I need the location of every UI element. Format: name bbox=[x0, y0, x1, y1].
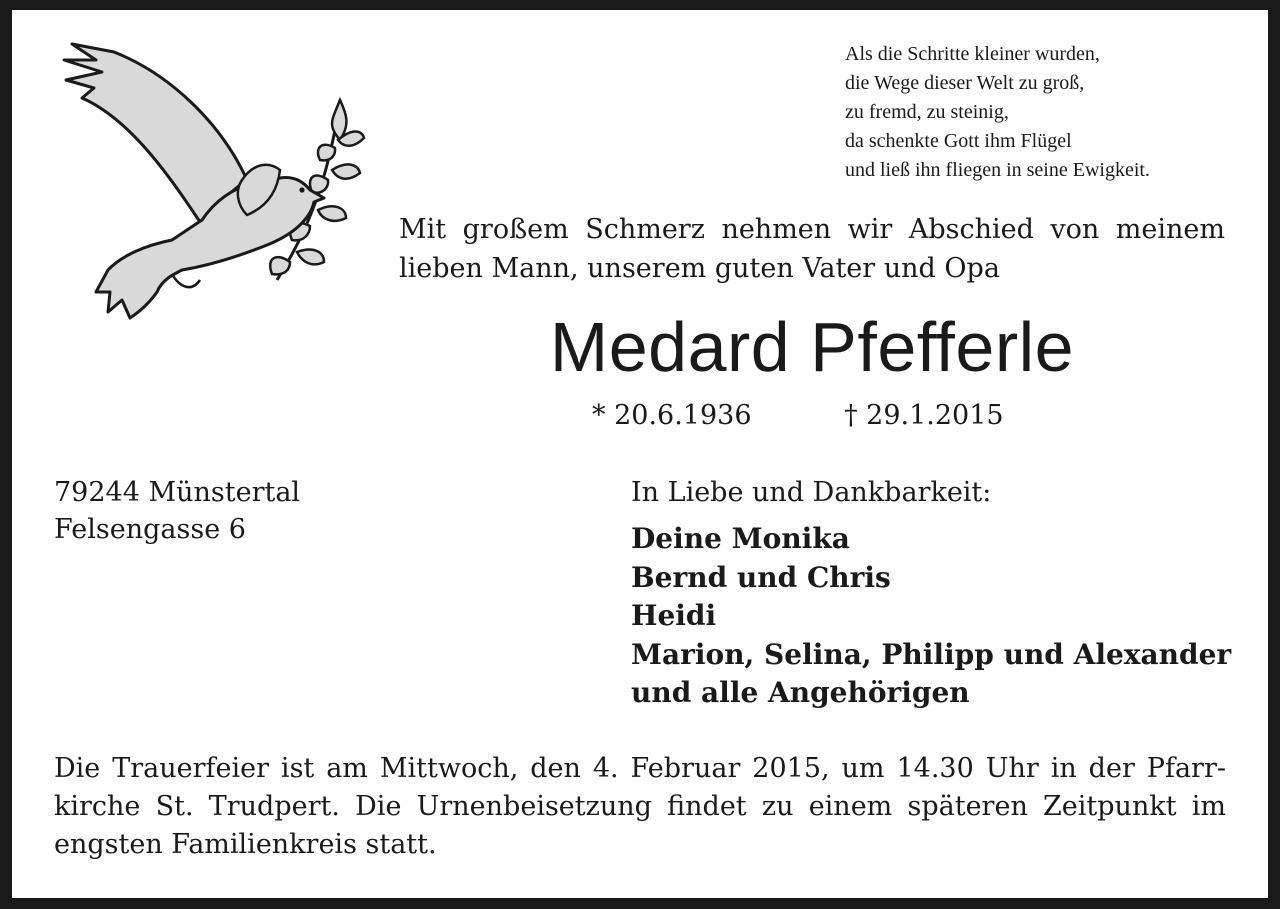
dove-with-olive-branch-icon bbox=[52, 30, 382, 330]
mourner-name: Heidi bbox=[631, 599, 717, 632]
service-line: engsten Familienkreis statt. bbox=[54, 829, 437, 860]
poem-line: Als die Schritte kleiner wurden, bbox=[845, 43, 1100, 65]
poem-line: zu fremd, zu steinig, bbox=[845, 101, 1009, 123]
service-line: kirche St. Trudpert. Die Urnenbeisetzung findet zu einem späteren Zeitpunkt im bbox=[54, 791, 1226, 822]
intro-line: lieben Mann, unserem guten Vater und Opa bbox=[399, 253, 1000, 284]
poem-line: und ließ ihn fliegen in seine Ewigkeit. bbox=[845, 159, 1150, 181]
address-street: Felsengasse 6 bbox=[54, 514, 246, 545]
obituary-notice bbox=[12, 10, 1268, 898]
mourners-list bbox=[631, 520, 1231, 713]
birth-date: * 20.6.1936 bbox=[592, 400, 752, 431]
service-line: Die Trauerfeier ist am Mittwoch, den 4. Februar 2015, um 14.30 Uhr in der Pfarr- bbox=[54, 753, 1226, 784]
death-date: † 29.1.2015 bbox=[844, 400, 1004, 431]
mourner-name: und alle Angehörigen bbox=[631, 676, 970, 709]
mourner-name: Marion, Selina, Philipp und Alexander bbox=[631, 637, 1232, 671]
poem-line: da schenkte Gott ihm Flügel bbox=[845, 130, 1072, 152]
mourners-heading: In Liebe und Dankbarkeit: bbox=[631, 477, 992, 508]
address bbox=[54, 474, 300, 548]
intro-text bbox=[399, 210, 1225, 288]
address-city: 79244 Münstertal bbox=[54, 477, 301, 508]
poem bbox=[845, 40, 1150, 185]
deceased-name: Medard Pfefferle bbox=[549, 308, 1075, 386]
life-dates bbox=[592, 396, 1004, 436]
intro-line: Mit großem Schmerz nehmen wir Abschied von meinem bbox=[399, 214, 1225, 245]
poem-line: die Wege dieser Welt zu groß, bbox=[845, 72, 1085, 94]
mourner-name: Deine Monika bbox=[631, 522, 850, 555]
service-info bbox=[54, 750, 1226, 864]
mourner-name: Bernd und Chris bbox=[631, 560, 891, 594]
